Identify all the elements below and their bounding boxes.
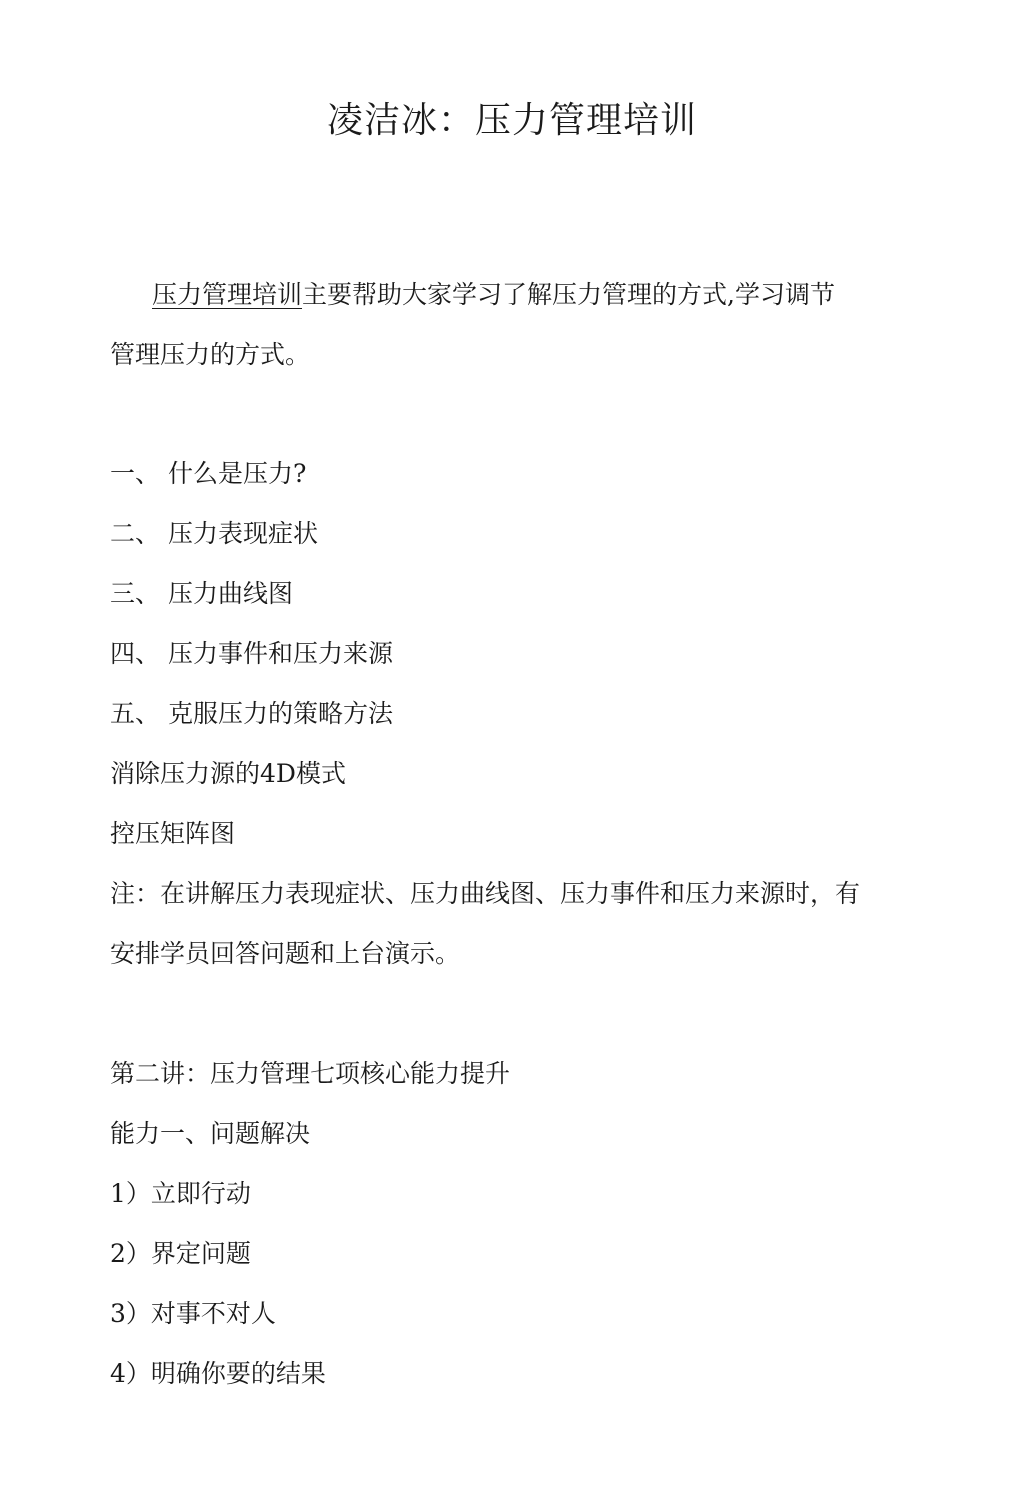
note-line-2: 安排学员回答问题和上台演示。: [110, 939, 461, 968]
step-item-3: [110, 1296, 276, 1332]
document-title: 凌洁冰：压力管理培训: [326, 100, 697, 141]
step-number: 3）: [110, 1299, 151, 1328]
step-item-1: [110, 1176, 251, 1212]
step-number: 4）: [110, 1359, 151, 1388]
outline-item-3: [110, 576, 293, 612]
outline-number: 五、: [110, 699, 161, 728]
step-number: 2）: [110, 1239, 151, 1268]
sub-item-4d-model: 消除压力源的4D模式: [110, 759, 346, 788]
outline-item-5: [110, 696, 393, 732]
step-item-4: [110, 1356, 326, 1392]
intro-line-1: [152, 277, 835, 313]
outline-text: 压力事件和压力来源: [168, 639, 394, 668]
intro-line-1-text: 主要帮助大家学习了解压力管理的方式,学习调节: [302, 280, 835, 309]
step-text: 立即行动: [150, 1179, 251, 1208]
step-text: 明确你要的结果: [150, 1359, 326, 1388]
outline-number: 一、: [110, 459, 161, 488]
outline-number: 二、: [110, 519, 161, 548]
outline-number: 三、: [110, 579, 161, 608]
outline-item-1: [110, 456, 306, 492]
step-text: 对事不对人: [150, 1299, 276, 1328]
outline-text: 什么是压力?: [168, 459, 307, 488]
outline-text: 压力曲线图: [168, 579, 294, 608]
outline-text: 压力表现症状: [168, 519, 319, 548]
outline-number: 四、: [110, 639, 161, 668]
step-item-2: [110, 1236, 251, 1272]
sub-item-matrix: 控压矩阵图: [110, 819, 236, 848]
intro-line-2: 管理压力的方式。: [110, 340, 311, 369]
note-line-1: 注：在讲解压力表现症状、压力曲线图、压力事件和压力来源时，有: [110, 879, 861, 908]
intro-link[interactable]: 压力管理培训: [152, 280, 303, 309]
outline-item-4: [110, 636, 393, 672]
outline-item-2: [110, 516, 318, 552]
lecture2-heading: 第二讲：压力管理七项核心能力提升: [110, 1059, 511, 1088]
outline-text: 克服压力的策略方法: [168, 699, 394, 728]
step-text: 界定问题: [150, 1239, 251, 1268]
ability-1-heading: 能力一、问题解决: [110, 1119, 311, 1148]
step-number: 1）: [110, 1179, 151, 1208]
